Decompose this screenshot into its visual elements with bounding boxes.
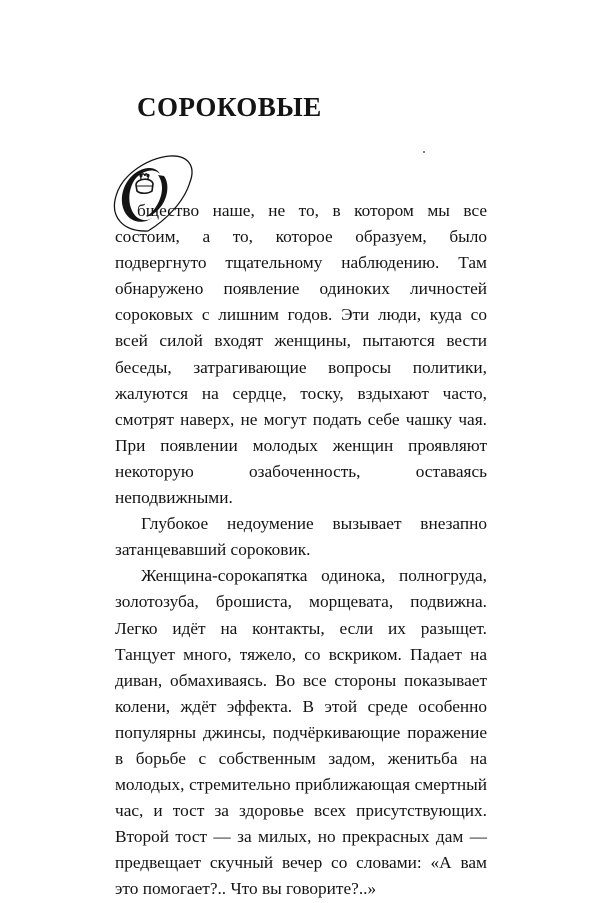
page-speck xyxy=(423,151,425,153)
chapter-title: СОРОКОВЫЕ xyxy=(137,92,322,122)
paragraph-3: Женщина-сорокапятка одинока, полногруда, золотозуба, брошиста, морщевата, подвижна. Легко идёт на контакты, если их разыщет. Танцует много, тяжело, со вскриком. Падает на диван, обмахиваясь. Во все стороны показывает колени, ждёт эффекта. В этой среде особенно популярны джинсы, подчёркивающие поражение в борьбе с собственным задом, женитьба на молодых, стремительно приближающая смертный час, и тост за здоровье всех присутствующих. Второй тост — за милых, но прекрасных дам — предвещает скучный вечер со словами: «А вам это помогает?.. Что вы говорите?..» xyxy=(115,566,487,899)
paragraph-2: Глубокое недоумение вызывает внезапно затанцевавший сороковик. xyxy=(115,514,487,560)
body-text xyxy=(115,198,487,903)
paragraph-1: бщество наше, не то, в котором мы все состоим, а то, которое образуем, было подвергнуто тщательному наблюдению. Там обнаружено появление одиноких личностей сороковых с лишним годов. Эти люди, куда со всей силой входят женщины, пытаются вести беседы, затрагивающие вопросы политики, жалуются на сердце, тоску, вздыхают часто, смотрят наверх, не могут подать себе чашку чая. При появлении молодых женщин проявляют некоторую озабоченность, оставаясь неподвижными. xyxy=(115,201,487,508)
